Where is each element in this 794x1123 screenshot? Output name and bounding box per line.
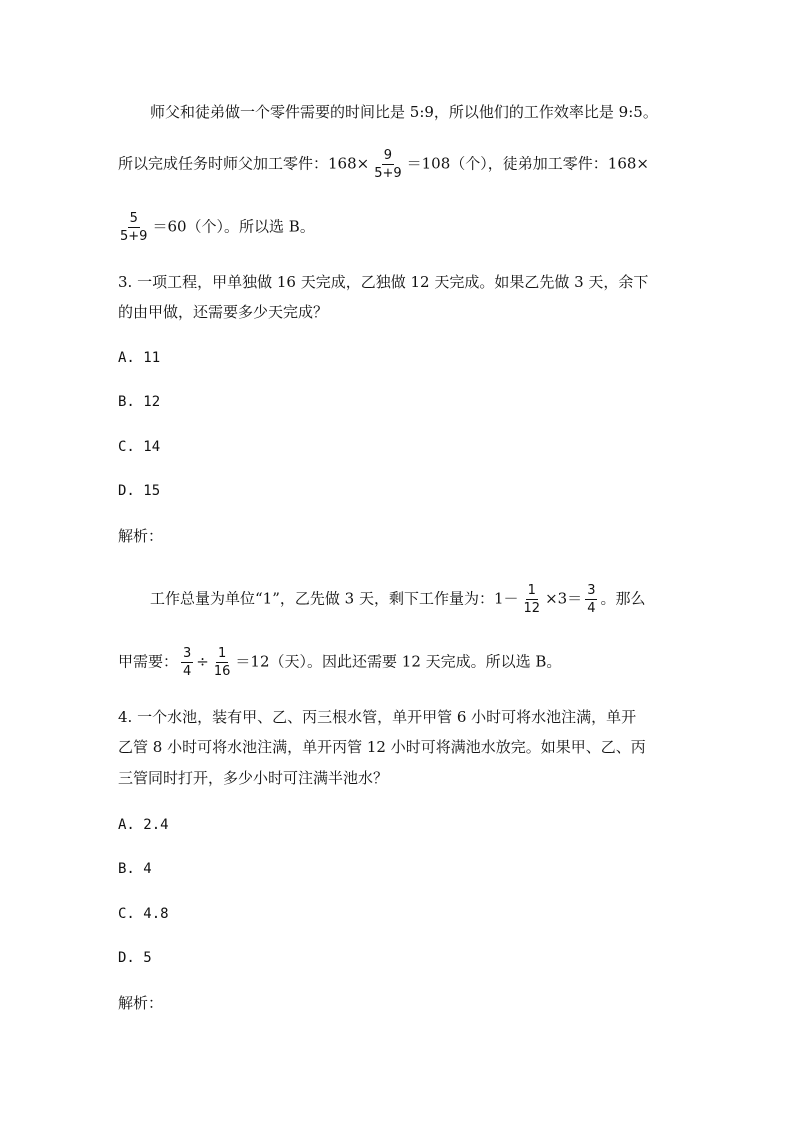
question-4-stem: 乙管 8 小时可将水池注满，单开丙管 12 小时可将满池水放完。如果甲、乙、丙: [118, 738, 646, 756]
text-segment: ＝12（天）。因此还需要 12 天完成。所以选 B。: [235, 652, 562, 671]
question-4-option-d: D. 5: [118, 950, 152, 966]
fraction: [372, 148, 403, 181]
fraction-numerator: 5: [129, 211, 138, 226]
analysis-text-line: [118, 148, 649, 181]
text-segment: ×3＝: [545, 589, 583, 608]
analysis-text-line: 师父和徒弟做一个零件需要的时间比是 5:9，所以他们的工作效率比是 9:5。: [150, 103, 658, 121]
question-3-option-d: D. 15: [118, 483, 161, 499]
question-4-stem: 4. 一个水池，装有甲、乙、丙三根水管，单开甲管 6 小时可将水池注满，单开: [118, 708, 637, 726]
text-segment: 工作总量为单位“1”，乙先做 3 天，剩下工作量为：1－: [150, 589, 519, 608]
question-4-option-a: A. 2.4: [118, 817, 169, 833]
question-4-stem: 三管同时打开，多少小时可注满半池水？: [118, 769, 389, 787]
fraction-numerator: 1: [527, 583, 536, 598]
fraction-numerator: 3: [587, 583, 596, 598]
text-segment: 所以完成任务时师父加工零件：168×: [118, 154, 370, 173]
fraction: [585, 583, 597, 616]
fraction-denominator: 4: [587, 601, 596, 616]
fraction: [212, 646, 233, 679]
text-segment: 甲需要：: [118, 652, 179, 671]
question-3-stem: 3. 一项工程，甲单独做 16 天完成，乙独做 12 天完成。如果乙先做 3 天，余下: [118, 273, 649, 291]
analysis-label: 解析：: [118, 994, 164, 1012]
question-4-option-b: B. 4: [118, 861, 152, 877]
fraction-denominator: 4: [183, 664, 192, 679]
fraction-denominator: 12: [523, 601, 541, 616]
fraction-denominator: 5+9: [374, 166, 402, 181]
analysis-text-line: [118, 211, 315, 244]
question-4-option-c: C. 4.8: [118, 906, 169, 922]
analysis-text-line: [118, 646, 561, 679]
analysis-text-line: [150, 583, 645, 616]
text-segment: 。那么: [600, 589, 646, 608]
fraction-denominator: 16: [213, 664, 231, 679]
text-segment: ÷: [196, 652, 209, 671]
analysis-label: 解析：: [118, 527, 164, 545]
fraction-denominator: 5+9: [120, 229, 148, 244]
question-3-option-c: C. 14: [118, 439, 161, 455]
fraction: [181, 646, 193, 679]
question-3-stem: 的由甲做，还需要多少天完成？: [118, 303, 329, 321]
fraction: [522, 583, 543, 616]
question-3-option-b: B. 12: [118, 394, 161, 410]
text-segment: ＝108（个），徒弟加工零件：168×: [406, 154, 649, 173]
text-segment: ＝60（个）。所以选 B。: [152, 217, 315, 236]
fraction-numerator: 3: [183, 646, 192, 661]
question-3-option-a: A. 11: [118, 350, 161, 366]
fraction: [118, 211, 149, 244]
fraction-numerator: 9: [383, 148, 393, 163]
fraction-numerator: 1: [218, 646, 227, 661]
